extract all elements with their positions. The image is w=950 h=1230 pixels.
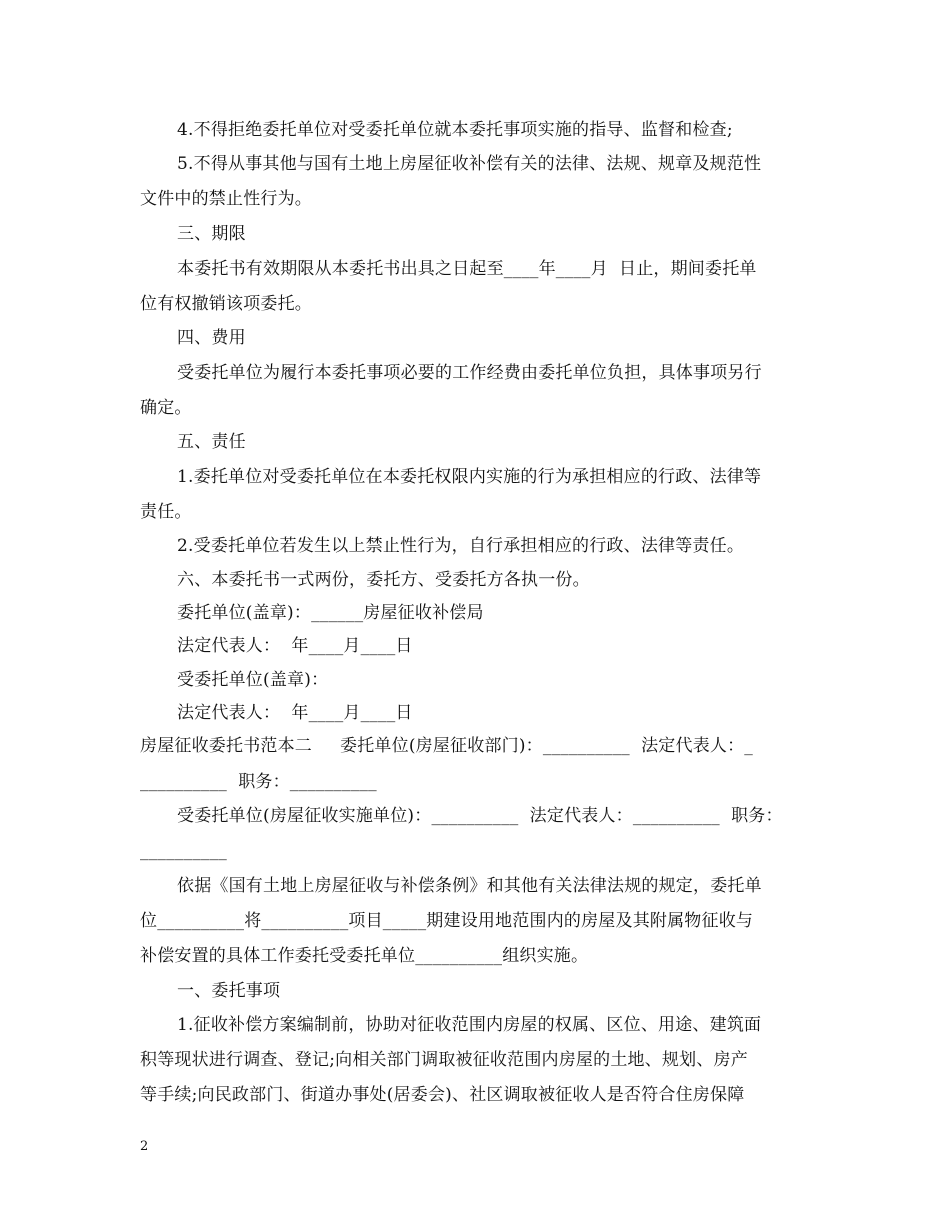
text-line: 位__________将__________项目_____期建设用地范围内的房屋及其附属物征收与 [140,911,754,931]
section-heading: 一、委托事项 [177,981,281,1001]
text-line: 六、本委托书一式两份，委托方、受委托方各执一份。 [177,570,590,590]
text-line: __________ [140,841,227,861]
text-line: __________ 职务：__________ [140,772,377,792]
text-line: 责任。 [140,502,192,522]
text-line: 位有权撤销该项委托。 [140,294,312,314]
text-line: 本委托书有效期限从本委托书出具之日起至____年____月 日止，期间委托单 [177,259,757,279]
signature-line: 法定代表人： 年____月____日 [177,636,413,656]
text-line: 依据《国有土地上房屋征收与补偿条例》和其他有关法律法规的规定，委托单 [177,876,762,896]
text-line: 4.不得拒绝委托单位对受委托单位就本委托事项实施的指导、监督和检查; [177,120,733,140]
text-line: 1.委托单位对受委托单位在本委托权限内实施的行为承担相应的行政、法律等 [177,467,762,487]
text-line: 1.征收补偿方案编制前，协助对征收范围内房屋的权属、区位、用途、建筑面 [177,1015,762,1035]
signature-line: 受委托单位(盖章)： [177,670,329,690]
section-heading: 四、费用 [177,328,246,348]
text-line: 文件中的禁止性行为。 [140,189,312,209]
text-line: 2.受委托单位若发生以上禁止性行为，自行承担相应的行政、法律等责任。 [177,536,745,556]
signature-line: 委托单位(盖章)：______房屋征收补偿局 [177,603,484,623]
page-number: 2 [140,1139,149,1154]
text-line: 补偿安置的具体工作委托受委托单位__________组织实施。 [140,946,589,966]
text-line: 5.不得从事其他与国有土地上房屋征收补偿有关的法律、法规、规章及规范性 [177,154,762,174]
section-heading: 五、责任 [177,432,246,452]
text-line: 积等现状进行调查、登记;向相关部门调取被征收范围内房屋的土地、规划、房产 [140,1050,748,1070]
text-line: 受委托单位(房屋征收实施单位)：__________ 法定代表人：__________ 职务： [177,806,783,826]
text-line: 等手续;向民政部门、街道办事处(居委会)、社区调取被征收人是否符合住房保障 [140,1085,745,1105]
signature-line: 法定代表人： 年____月____日 [177,703,413,723]
text-line: 房屋征收委托书范本二 委托单位(房屋征收部门)：__________ 法定代表人：_ [140,736,753,756]
text-line: 受委托单位为履行本委托事项必要的工作经费由委托单位负担，具体事项另行 [177,363,762,383]
section-heading: 三、期限 [177,224,246,244]
text-line: 确定。 [140,398,192,418]
